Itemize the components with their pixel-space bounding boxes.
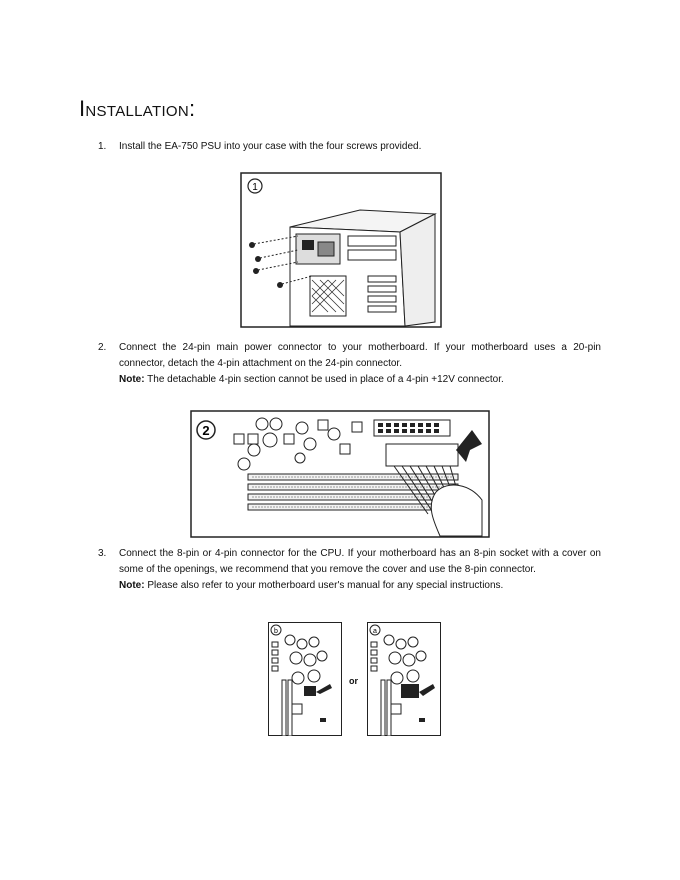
motherboard-24pin-illustration [190, 410, 490, 538]
step-marker-label: a [373, 628, 377, 635]
step-text: Connect the 24-pin main power connector to your motherboard. If your motherboard uses a 20-pin connector, detach the 4-pin attachment on the 24-pin connector. [119, 342, 601, 369]
step-note [119, 578, 601, 594]
figure-cpu-8pin [367, 622, 441, 736]
figure-psu-installation [240, 172, 442, 328]
note-label: Note: [119, 374, 145, 385]
step-1 [98, 139, 601, 155]
step-number: 1. [98, 141, 107, 152]
figure-24pin-connector [190, 410, 490, 538]
step-marker-label: b [274, 628, 278, 635]
step-note [119, 372, 601, 388]
step-number: 2. [98, 342, 107, 353]
or-label: or [349, 676, 358, 686]
note-text: The detachable 4-pin section cannot be used in place of a 4-pin +12V connector. [144, 374, 504, 385]
figure-cpu-4pin [268, 622, 342, 736]
step-text: Install the EA-750 PSU into your case with the four screws provided. [119, 141, 422, 152]
psu-case-illustration [240, 172, 442, 328]
note-text: Please also refer to your motherboard user's manual for any special instructions. [144, 580, 504, 591]
note-label: Note: [119, 580, 145, 591]
step-marker-label: 2 [202, 423, 210, 438]
step-3 [98, 546, 601, 594]
step-marker-label: 1 [252, 182, 258, 193]
step-2 [98, 340, 601, 388]
step-number: 3. [98, 548, 107, 559]
cpu-8pin-illustration [367, 622, 441, 736]
step-text: Connect the 8-pin or 4-pin connector for the CPU. If your motherboard has an 8-pin socket with a cover on some of the openings, we recommend that you remove the cover and use the 8-pin connector. [119, 548, 601, 575]
cpu-4pin-illustration [268, 622, 342, 736]
page-title: Installation: [79, 96, 196, 121]
